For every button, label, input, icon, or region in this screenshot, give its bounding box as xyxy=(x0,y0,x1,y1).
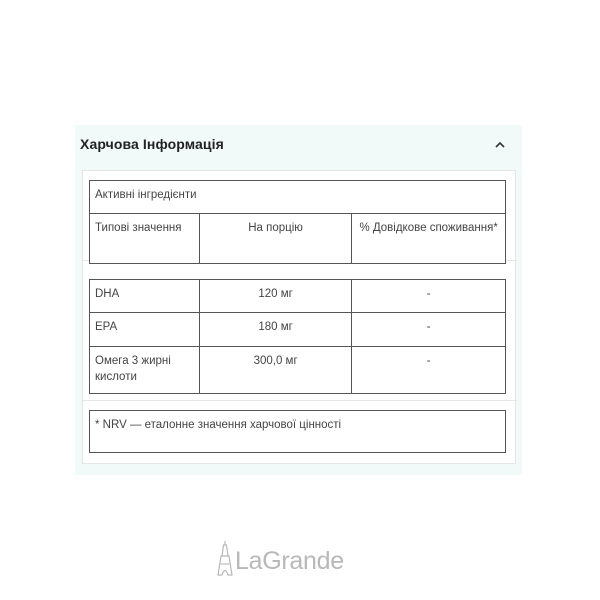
ingredient-nrv: - xyxy=(352,347,506,394)
eiffel-tower-icon xyxy=(217,540,233,583)
ingredient-amount: 300,0 мг xyxy=(199,347,352,394)
divider xyxy=(83,400,517,401)
ingredient-name: EPA xyxy=(90,313,200,347)
typical-values-header: Типові значення xyxy=(90,214,200,264)
nrv-footnote: * NRV — еталонне значення харчової цінності xyxy=(90,411,506,453)
ingredient-nrv: - xyxy=(352,313,506,347)
brand-watermark xyxy=(217,540,344,583)
header-table xyxy=(89,180,506,264)
footnote-table xyxy=(89,410,506,453)
table-row xyxy=(90,280,506,313)
table-row xyxy=(90,347,506,394)
nrv-header: % Довідкове споживання* xyxy=(352,214,506,264)
active-ingredients-label: Активні інгредієнти xyxy=(90,181,506,214)
nutrition-info-panel xyxy=(75,125,522,475)
brand-name: LaGrande xyxy=(235,547,344,575)
ingredient-amount: 180 мг xyxy=(199,313,352,347)
chevron-up-icon[interactable] xyxy=(494,138,506,150)
panel-title: Харчова Інформація xyxy=(80,136,224,152)
table-row xyxy=(90,313,506,347)
accordion-header[interactable] xyxy=(75,125,522,165)
per-serving-header: На порцію xyxy=(199,214,352,264)
ingredient-amount: 120 мг xyxy=(199,280,352,313)
ingredient-nrv: - xyxy=(352,280,506,313)
ingredient-name: Омега 3 жирні кислоти xyxy=(90,347,200,394)
ingredients-table xyxy=(89,279,506,394)
ingredient-name: DHA xyxy=(90,280,200,313)
